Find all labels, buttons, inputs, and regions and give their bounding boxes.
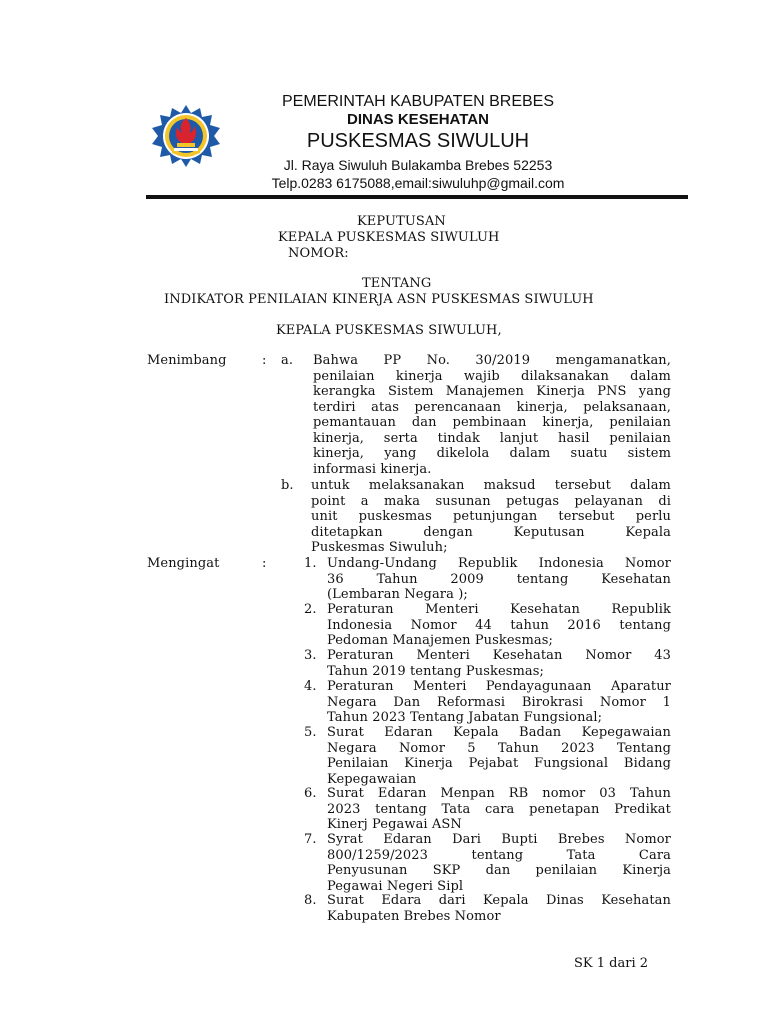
menimbang-a-line: terdiri atas perencanaan kinerja, pelaksanaan,: [313, 399, 671, 415]
contact-info: Telp.0283 6175088,email:siwuluhp@gmail.com: [271, 175, 565, 191]
institution-name: PUSKESMAS SIWULUH: [306, 130, 530, 152]
menimbang-a-line: kinerja, serta tindak lanjut hasil penilaian: [313, 430, 671, 446]
menimbang-b-line: unit puskesmas petunjungan tersebut perlu: [311, 509, 671, 524]
mengingat-item-3-line: Peraturan Menteri Kesehatan Nomor 43: [327, 648, 671, 663]
menimbang-a-line: informasi kinerja.: [313, 461, 432, 477]
mengingat-item-6-line: 2023 tentang Tata cara penetapan Predikat: [327, 801, 671, 817]
letterhead-divider: [146, 195, 688, 199]
mengingat-item-5-line: Kepegawaian: [327, 771, 417, 787]
doc-subject: INDIKATOR PENILAIAN KINERJA ASN PUSKESMAS SIWULUH: [164, 292, 594, 307]
mengingat-item-7-line: Pegawai Negeri Sipl: [327, 878, 464, 894]
department-name: DINAS KESEHATAN: [347, 111, 489, 128]
mengingat-item-4-line: Peraturan Menteri Pendayagunaan Aparatur: [327, 679, 671, 694]
mengingat-item-1-line: 36 Tahun 2009 tentang Kesehatan: [327, 571, 671, 587]
mengingat-item-marker: 2.: [304, 602, 317, 617]
mengingat-item-2-line: Indonesia Nomor 44 tahun 2016 tentang: [327, 617, 671, 633]
mengingat-label: Mengingat: [147, 556, 220, 571]
mengingat-item-1-line: (Lembaran Negara );: [327, 587, 468, 602]
menimbang-a-line: penilaian kinerja wajib dilaksanakan dalam: [313, 368, 671, 384]
mengingat-item-7-line: 800/1259/2023 tentang Tata Cara: [327, 847, 671, 863]
mengingat-item-marker: 3.: [304, 648, 317, 663]
menimbang-marker-a: a.: [281, 353, 294, 368]
menimbang-a-line: Bahwa PP No. 30/2019 mengamanatkan,: [313, 353, 671, 368]
mengingat-item-marker: 4.: [304, 679, 317, 694]
mengingat-item-5-line: Surat Edaran Kepala Badan Kepegawaian: [327, 725, 671, 740]
mengingat-item-marker: 6.: [304, 786, 317, 801]
mengingat-item-marker: 7.: [304, 832, 317, 847]
mengingat-item-2-line: Peraturan Menteri Kesehatan Republik: [327, 602, 671, 617]
menimbang-b-line: Puskesmas Siwuluh;: [311, 540, 448, 555]
mengingat-item-6-line: Surat Edaran Menpan RB nomor 03 Tahun: [327, 786, 671, 801]
menimbang-marker-b: b.: [281, 478, 294, 493]
mengingat-item-marker: 5.: [304, 725, 317, 740]
menimbang-b-line: ditetapkan dengan Keputusan Kepala: [311, 524, 671, 540]
mengingat-item-7-line: Penyusunan SKP dan penilaian Kinerja: [327, 863, 671, 878]
page-indicator: SK 1 dari 2: [574, 956, 649, 971]
mengingat-colon: :: [262, 556, 267, 571]
address: Jl. Raya Siwuluh Bulakamba Brebes 52253: [283, 157, 553, 173]
mengingat-item-8-line: Kabupaten Brebes Nomor: [327, 908, 501, 924]
mengingat-item-6-line: Kinerj Pegawai ASN: [327, 817, 462, 832]
doc-type: KEPUTUSAN: [357, 214, 446, 229]
mengingat-item-4-line: Tahun 2023 Tentang Jabatan Fungsional;: [327, 710, 603, 725]
mengingat-item-5-line: Penilaian Kinerja Pejabat Fungsional Bidang: [327, 756, 671, 771]
mengingat-item-2-line: Pedoman Manajemen Puskesmas;: [327, 633, 553, 648]
letterhead: [232, 92, 604, 192]
doc-issuer-title: KEPALA PUSKESMAS SIWULUH: [278, 230, 500, 245]
issuer-line: KEPALA PUSKESMAS SIWULUH,: [276, 323, 502, 338]
menimbang-a-line: kinerja, yang dikelola dalam suatu sistem: [313, 446, 671, 461]
brebes-regency-emblem-icon: [150, 104, 222, 168]
menimbang-colon: :: [262, 353, 267, 368]
mengingat-item-4-line: Negara Dan Reformasi Birokrasi Nomor 1: [327, 694, 671, 710]
doc-number: NOMOR:: [288, 246, 349, 261]
government-name: PEMERINTAH KABUPATEN BREBES: [281, 93, 555, 110]
mengingat-item-8-line: Surat Edara dari Kepala Dinas Kesehatan: [327, 893, 671, 908]
menimbang-b-line: point a maka susunan petugas pelayanan di: [311, 493, 671, 509]
menimbang-a-line: kerangka Sistem Manajemen Kinerja PNS yang: [313, 384, 671, 399]
menimbang-a-line: pemantauan dan pembinaan kinerja, penilaian: [313, 415, 671, 430]
mengingat-item-5-line: Negara Nomor 5 Tahun 2023 Tentang: [327, 740, 671, 756]
mengingat-item-marker: 8.: [304, 893, 317, 908]
menimbang-label: Menimbang: [147, 353, 227, 368]
menimbang-b-line: untuk melaksanakan maksud tersebut dalam: [311, 478, 671, 493]
mengingat-item-marker: 1.: [304, 556, 317, 571]
mengingat-item-1-line: Undang-Undang Republik Indonesia Nomor: [327, 556, 671, 571]
tentang-label: TENTANG: [362, 276, 432, 291]
mengingat-item-7-line: Syrat Edaran Dari Bupti Brebes Nomor: [327, 832, 671, 847]
mengingat-item-3-line: Tahun 2019 tentang Puskesmas;: [327, 663, 545, 679]
